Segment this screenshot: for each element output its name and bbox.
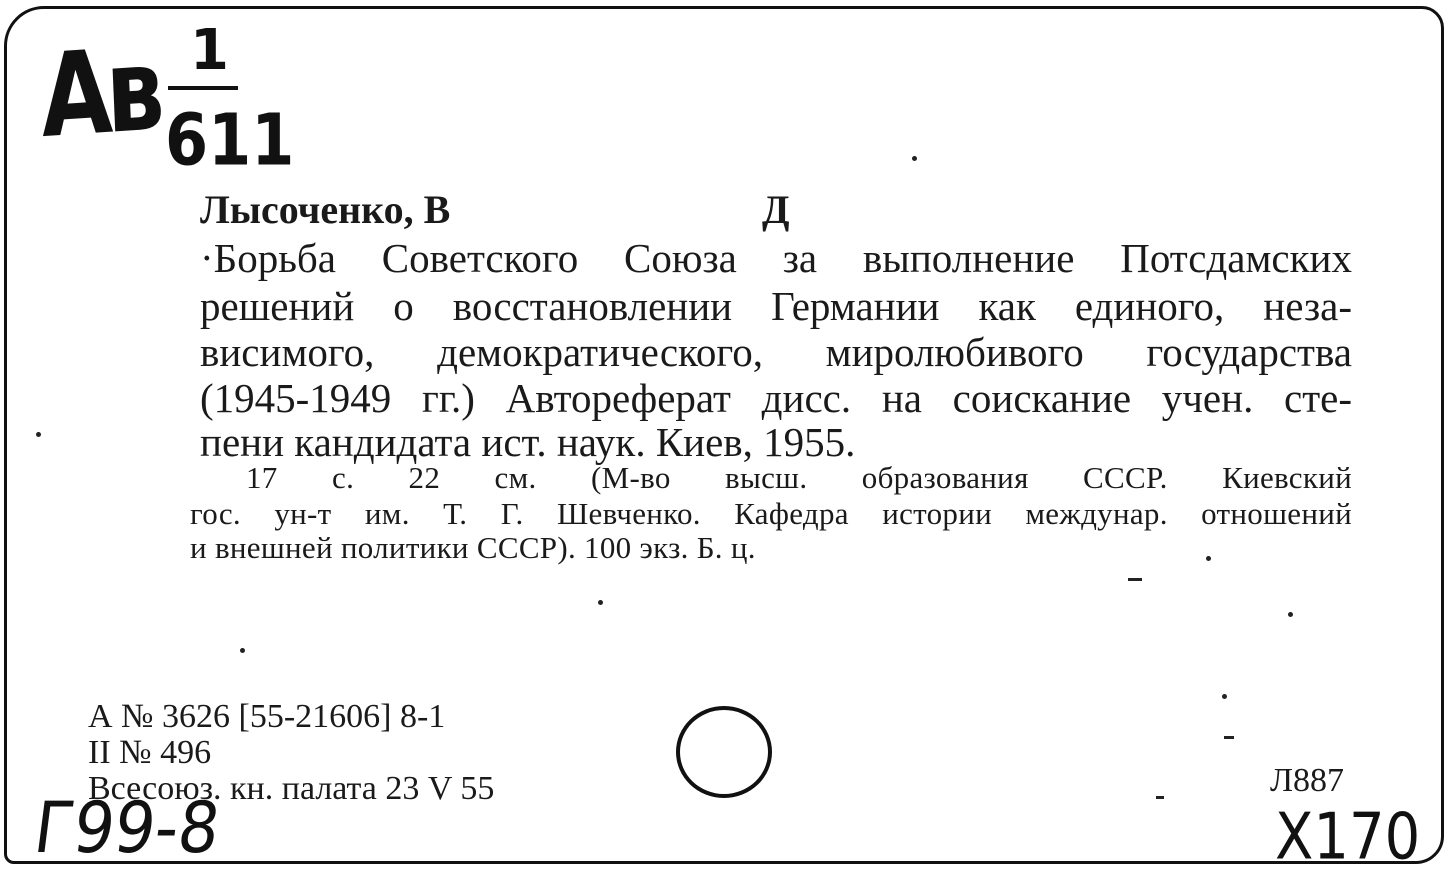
imprint-line: и внешней политики СССР). 100 экз. Б. ц.	[190, 530, 756, 565]
author-name: Лысоченко, В	[200, 187, 451, 232]
handwritten-note-left: Г99-8	[29, 788, 225, 870]
title-line: висимого, демократического, миролюбивого государства	[200, 329, 1352, 375]
imprint-line: 17 с. 22 см. (М-во высш. образования СССР. Киевский	[246, 460, 1352, 495]
catalog-code: Л887	[1270, 762, 1345, 799]
title-line: решений о восстановлении Германии как единого, неза-	[200, 283, 1352, 329]
speck	[36, 432, 41, 437]
shelfmark-letters: Ав	[38, 22, 161, 164]
title-line: пени кандидата ист. наук. Киев, 1955.	[200, 419, 856, 465]
handwritten-note-right: Х170	[1275, 800, 1421, 875]
chamber-stamp-text: Всесоюз. кн. палата 23 V 55	[88, 770, 495, 807]
title-line: ·Борьба Советского Союза за выполнение Потсдамских	[200, 235, 1352, 281]
registration-number: А № 3626 [55-21606] 8-1	[88, 698, 446, 735]
speck	[1222, 694, 1227, 699]
registration-secondary: II № 496	[88, 734, 212, 771]
speck	[240, 648, 245, 653]
speck	[1206, 556, 1211, 561]
shelfmark-fraction-bar	[168, 86, 238, 90]
shelfmark-numerator: 1	[190, 18, 229, 83]
speck	[912, 156, 917, 161]
imprint-line: гос. ун-т им. Т. Г. Шевченко. Кафедра истории междунар. отношений	[190, 496, 1352, 531]
speck	[1128, 578, 1142, 581]
speck	[1156, 796, 1164, 799]
shelfmark-denominator: 611	[165, 98, 295, 182]
speck	[598, 600, 603, 605]
card-hole-circle	[676, 706, 772, 798]
speck	[1224, 736, 1234, 739]
title-line: (1945-1949 гг.) Автореферат дисс. на соискание учен. сте-	[200, 375, 1352, 421]
speck	[1288, 612, 1293, 617]
author-initial: Д	[762, 187, 790, 232]
